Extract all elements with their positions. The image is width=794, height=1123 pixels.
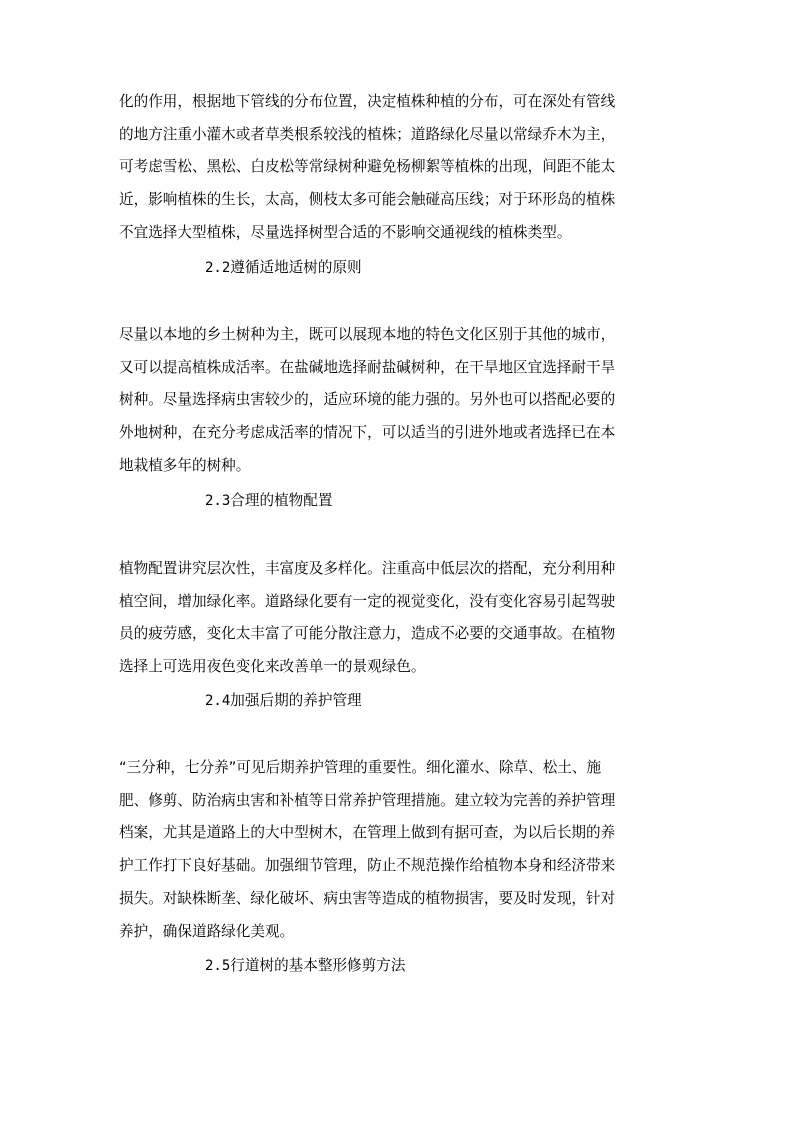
paragraph-plant-distribution <box>119 86 664 250</box>
text-line: 损失。对缺株断垄、绿化破坏、病虫害等造成的植物损害，要及时发现，针对 <box>119 889 616 907</box>
section-heading-2-4 <box>205 685 362 718</box>
section-title: 加强后期的养护管理 <box>230 692 362 709</box>
section-number: 2.3 <box>205 493 231 509</box>
text-line: 可考虑雪松、黑松、白皮松等常绿树种避免杨柳絮等植株的出现，间距不能太 <box>119 158 616 176</box>
paragraph-local-species <box>119 319 664 483</box>
section-heading-2-2 <box>205 252 362 285</box>
section-title: 遵循适地适树的原则 <box>230 259 362 276</box>
text-line: 的地方注重小灌木或者草类根系较浅的植株；道路绿化尽量以常绿乔木为主， <box>119 125 616 143</box>
text-line: 养护，确保道路绿化美观。 <box>119 922 295 940</box>
text-line: 又可以提高植株成活率。在盐碱地选择耐盐碱树种，在干旱地区宜选择耐干旱 <box>119 358 616 376</box>
text-line: 树种。尽量选择病虫害较少的，适应环境的能力强的。另外也可以搭配必要的 <box>119 391 616 409</box>
text-line: 植物配置讲究层次性，丰富度及多样化。注重高中低层次的搭配，充分利用种 <box>119 560 616 577</box>
paragraph-plant-configuration <box>119 553 664 684</box>
text-line: 护工作打下良好基础。加强细节管理，防止不规范操作给植物本身和经济带来 <box>119 857 616 875</box>
text-line: 植空间，增加绿化率。道路绿化要有一定的视觉变化，没有变化容易引起驾驶 <box>119 592 616 610</box>
text-line: 化的作用，根据地下管线的分布位置，决定植株种植的分布，可在深处有管线 <box>119 93 616 110</box>
text-line: 肥、修剪、防治病虫害和补植等日常养护管理措施。建立较为完善的养护管理 <box>119 791 616 809</box>
text-line: 员的疲劳感，变化太丰富了可能分散注意力，造成不必要的交通事故。在植物 <box>119 625 616 643</box>
section-heading-2-3 <box>205 485 332 518</box>
section-number: 2.4 <box>205 693 231 709</box>
text-line: 不宜选择大型植株，尽量选择树型合适的不影响交通视线的植株类型。 <box>119 223 572 241</box>
text-line: 档案，尤其是道路上的大中型树木，在管理上做到有据可查，为以后长期的养 <box>119 824 616 842</box>
paragraph-maintenance <box>119 752 664 948</box>
section-title: 行道树的基本整形修剪方法 <box>230 957 406 974</box>
section-heading-2-5 <box>205 950 405 983</box>
section-number: 2.2 <box>205 260 231 276</box>
text-line: 外地树种，在充分考虑成活率的情况下，可以适当的引进外地或者选择已在本 <box>119 424 616 442</box>
text-line: 选择上可选用夜色变化来改善单一的景观绿色。 <box>119 658 426 676</box>
text-line: “三分种，七分养”可见后期养护管理的重要性。细化灌水、除草、松土、施 <box>119 759 602 776</box>
section-number: 2.5 <box>205 958 231 974</box>
text-line: 近，影响植株的生长，太高，侧枝太多可能会触碰高压线；对于环形岛的植株 <box>119 191 616 209</box>
text-line: 地栽植多年的树种。 <box>119 456 251 474</box>
section-title: 合理的植物配置 <box>230 492 333 509</box>
text-line: 尽量以本地的乡土树种为主，既可以展现本地的特色文化区别于其他的城市， <box>119 326 616 343</box>
